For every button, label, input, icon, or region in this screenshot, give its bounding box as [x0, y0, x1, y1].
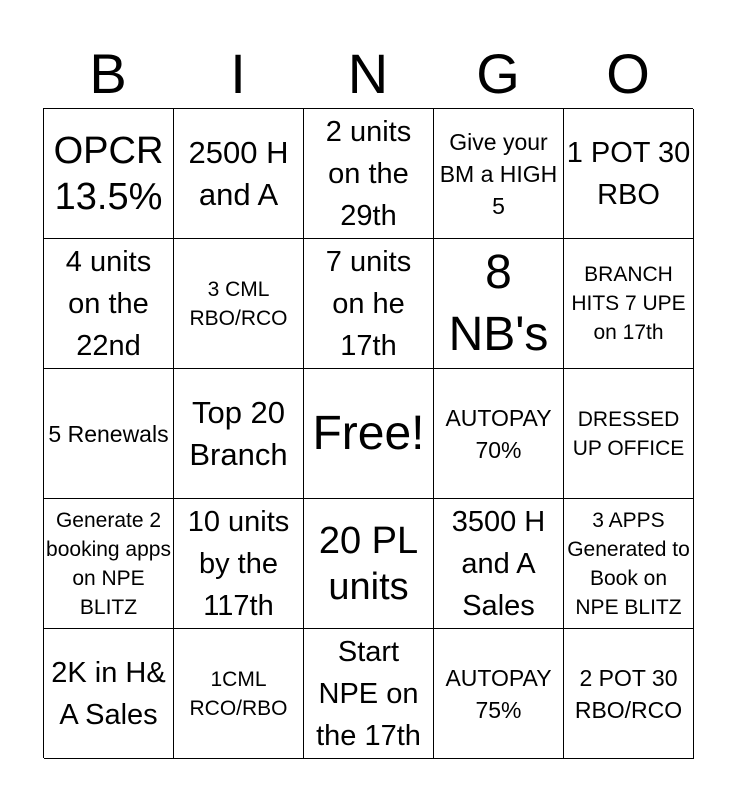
cell-text: 7 units on he 17th	[325, 245, 412, 362]
header-letter-g: G	[476, 42, 520, 105]
cell-text: 3 CML RBO/RCO	[189, 277, 288, 330]
bingo-cell[interactable]	[44, 629, 174, 759]
bingo-cell[interactable]	[44, 499, 174, 629]
bingo-cell[interactable]	[564, 109, 694, 239]
cell-text: 1 POT 30 RBO	[566, 136, 691, 211]
bingo-cell[interactable]	[434, 109, 564, 239]
bingo-cell[interactable]	[174, 239, 304, 369]
header-letter-i: I	[230, 42, 246, 105]
cell-text: Free!	[312, 406, 425, 460]
bingo-cell[interactable]	[564, 629, 694, 759]
bingo-cell[interactable]	[304, 629, 434, 759]
cell-text: 2 units on the 29th	[325, 115, 412, 232]
bingo-cell[interactable]	[44, 109, 174, 239]
cell-text: 10 units by the 117th	[187, 505, 290, 622]
bingo-cell[interactable]	[434, 499, 564, 629]
cell-text: AUTOPAY 75%	[445, 664, 552, 723]
bingo-cell[interactable]	[174, 499, 304, 629]
bingo-cell[interactable]	[434, 239, 564, 369]
cell-text: 5 Renewals	[48, 420, 169, 447]
header-letter-o: O	[606, 42, 650, 105]
cell-text: 3500 H and A Sales	[451, 505, 546, 622]
bingo-cell[interactable]	[174, 369, 304, 499]
free-space[interactable]	[304, 369, 434, 499]
header-letter-n: N	[347, 42, 389, 105]
cell-text: AUTOPAY 70%	[445, 404, 552, 463]
bingo-header	[43, 40, 693, 108]
bingo-cell[interactable]	[174, 109, 304, 239]
bingo-card	[43, 108, 693, 758]
cell-text: Top 20 Branch	[189, 394, 288, 472]
cell-text: 2 POT 30 RBO/RCO	[574, 664, 683, 723]
bingo-cell[interactable]	[44, 239, 174, 369]
cell-text: BRANCH HITS 7 UPE on 17th	[571, 263, 686, 344]
cell-text: Start NPE on the 17th	[316, 635, 421, 752]
cell-text: 4 units on the 22nd	[65, 245, 152, 362]
bingo-cell[interactable]	[564, 239, 694, 369]
bingo-cell[interactable]	[174, 629, 304, 759]
header-letter-b: B	[89, 42, 127, 105]
bingo-cell[interactable]	[304, 499, 434, 629]
cell-text: Generate 2 booking apps on NPE BLITZ	[46, 508, 171, 619]
bingo-cell[interactable]	[434, 369, 564, 499]
cell-text: 8 NB's	[448, 245, 549, 361]
bingo-cell[interactable]	[564, 369, 694, 499]
cell-text: 3 APPS Generated to Book on NPE BLITZ	[567, 508, 690, 619]
cell-text: 1CML RCO/RBO	[189, 667, 288, 720]
cell-text: 20 PL units	[318, 519, 419, 608]
bingo-cell[interactable]	[304, 239, 434, 369]
bingo-cell[interactable]	[564, 499, 694, 629]
cell-text: OPCR 13.5%	[53, 129, 164, 218]
cell-text: Give your BM a HIGH 5	[439, 128, 558, 219]
bingo-cell[interactable]	[304, 109, 434, 239]
cell-text: 2K in H& A Sales	[51, 656, 166, 731]
bingo-cell[interactable]	[434, 629, 564, 759]
bingo-cell[interactable]	[44, 369, 174, 499]
cell-text: 2500 H and A	[188, 134, 289, 212]
cell-text: DRESSED UP OFFICE	[572, 407, 685, 460]
